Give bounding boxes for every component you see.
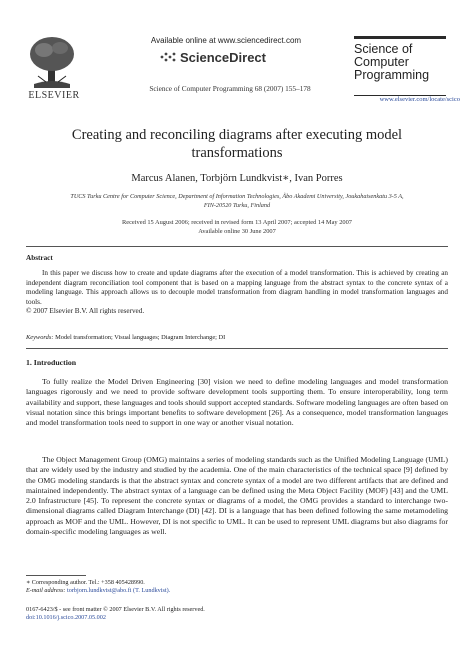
author-affiliation <box>20 192 454 210</box>
available-online-text[interactable]: Available online at www.sciencedirect.com <box>150 36 302 45</box>
email-note <box>26 587 326 595</box>
sciencedirect-label: ScienceDirect <box>180 50 266 65</box>
abstract-body <box>26 269 448 317</box>
intro-paragraph-2 <box>26 455 448 537</box>
keywords-list: Model transformation; Visual languages; Diagram Interchange; DI <box>55 334 226 341</box>
intro-paragraph-1 <box>26 377 448 428</box>
abstract-text: In this paper we discuss how to create and update diagrams after the execution of a model transformation. This is achieved by creating an independent diagram reconciliation tool component that is based on a mapping language from the abstract syntax to the concrete syntax of a modeling language. This approach allows us to decouple model transformation from diagram handling in model transformation languages and tools. <box>26 269 448 306</box>
front-matter-note: 0167-6423/$ - see front matter © 2007 Elsevier B.V. All rights reserved. <box>26 606 205 613</box>
section-heading-introduction: 1. Introduction <box>26 358 77 367</box>
abstract-bottom-rule <box>26 348 448 349</box>
received-dates: Received 15 August 2006; received in revised form 13 April 2007; accepted 14 May 2007 <box>121 219 352 226</box>
journal-citation: Science of Computer Programming 68 (2007) 155–178 <box>149 84 311 93</box>
doi-link[interactable]: doi:10.1016/j.scico.2007.05.002 <box>26 614 106 621</box>
journal-url-link[interactable]: www.elsevier.com/locate/scico <box>379 96 460 103</box>
footnote-rule <box>26 575 86 576</box>
elsevier-tree-logo <box>26 34 78 90</box>
email-label: E-mail address: <box>26 587 66 594</box>
email-link[interactable]: torbjorn.lundkvist@abo.fi (T. Lundkvist). <box>67 587 171 594</box>
sciencedirect-dots-icon <box>160 51 176 63</box>
abstract-heading: Abstract <box>26 254 53 262</box>
corresponding-author-note: ∗ Corresponding author. Tel.: +358 405428990. <box>26 579 145 586</box>
keywords <box>26 334 448 341</box>
journal-title-box <box>354 36 446 96</box>
affiliation-line2: FIN-20520 Turku, Finland <box>203 202 271 209</box>
abstract-copyright: © 2007 Elsevier B.V. All rights reserved. <box>26 307 145 316</box>
article-title: Creating and reconciling diagrams after executing model transformations <box>71 127 403 161</box>
article-authors: Marcus Alanen, Torbjörn Lundkvist∗, Ivan Porres <box>131 173 343 184</box>
journal-title-line2: Computer <box>354 55 409 69</box>
abstract-top-rule <box>26 246 448 247</box>
article-dates <box>40 218 434 236</box>
affiliation-line1: TUCS Turku Centre for Computer Science, Department of Information Technologies, Åbo Akademi University, Joukahaisenkatu 3-5 A, <box>70 193 404 200</box>
intro-paragraph-2-text: The Object Management Group (OMG) maintains a series of modeling standards such as the Unified Modeling Language (UML) that are widely used by the industry and studied by the academia. One of the main characteristics of the technical space [9] defined by the OMG modeling standards is that the abstract syntax and concrete syntax of a model are two different artifacts that are defined and maintained independently. The abstract syntax of a language can be defined using the Meta Object Facility (MOF) [43] and the UML 2.0 Infrastructure [45]. To represent the concrete syntax or diagrams of a model, the OMG provides a standard to interchange two-dimensional diagrams called Diagram Interchange (DI) [42]. DI is a language that has been defined following the same metamodeling approach as MOF and the UML. However, DI is not specific to UML. It can be used to represent UML diagrams but also diagrams for domain-specific modeling languages as well. <box>26 455 448 537</box>
keywords-label: Keywords: <box>26 334 54 341</box>
intro-paragraph-1-text: To fully realize the Model Driven Engineering [30] vision we need to define modeling languages and model transformation languages rigorously and we need to provide software development tools supporting them. To ensure interoperability, long term availability and support, these languages and tools should support accepted standards. Software modeling languages are often based on visual notation since this brings important benefits to software development [26]. As a consequence, model transformation languages and model transformation tools need to support in one way or another visual notation. <box>26 377 448 428</box>
journal-title-line1: Science of <box>354 42 413 56</box>
sciencedirect-logo[interactable] <box>160 50 266 65</box>
publisher-name: ELSEVIER <box>28 90 80 101</box>
journal-title-line3: Programming <box>354 68 430 82</box>
available-date: Available online 30 June 2007 <box>198 228 276 235</box>
